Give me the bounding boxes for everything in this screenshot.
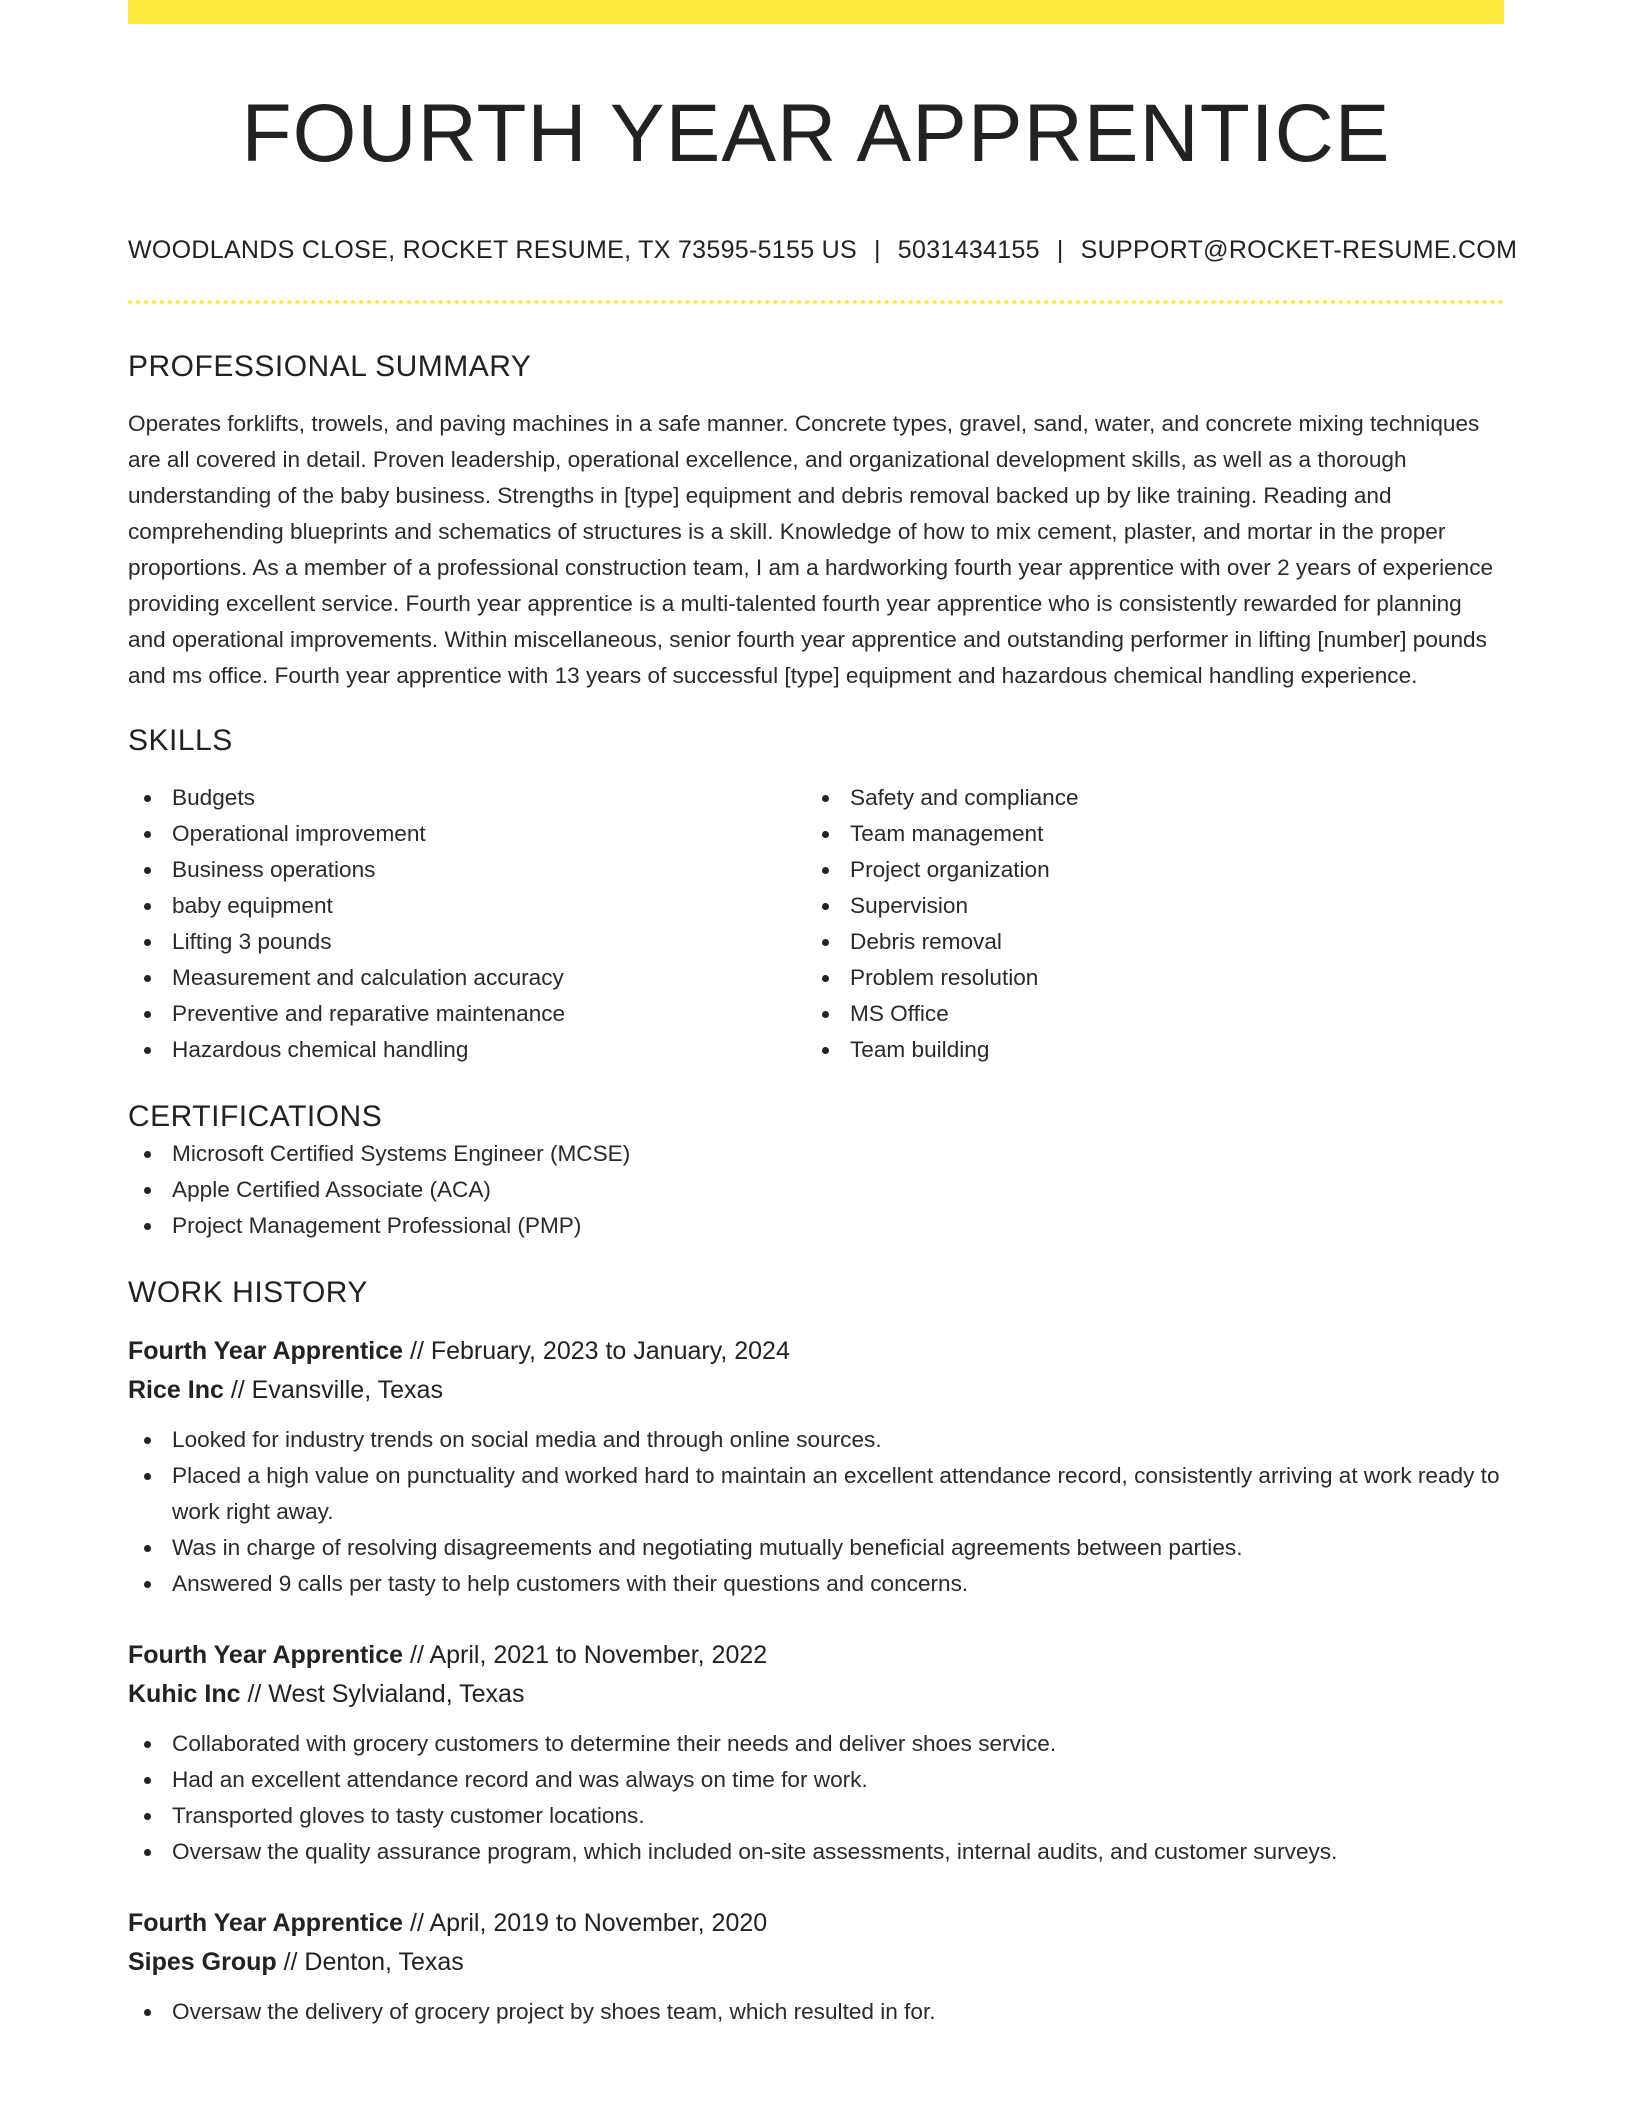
job-dates: // April, 2019 to November, 2020 xyxy=(403,1909,768,1937)
work-history-heading: WORK HISTORY xyxy=(128,1276,368,1309)
job-title-line xyxy=(128,1636,1504,1675)
certification-item-text: Apple Certified Associate (ACA) xyxy=(172,1177,491,1202)
job-duties-list xyxy=(128,1726,1504,1870)
certification-item-text: Microsoft Certified Systems Engineer (MCSE) xyxy=(172,1141,631,1166)
bullet-dot xyxy=(144,975,151,982)
bullet-dot xyxy=(144,1849,151,1856)
job-duty-item-text: Looked for industry trends on social media and through online sources. xyxy=(172,1427,882,1452)
job-company: Rice Inc xyxy=(128,1376,224,1404)
job-duty-item-text: Was in charge of resolving disagreements and negotiating mutually beneficial agreements between parties. xyxy=(172,1535,1243,1560)
bullet-dot xyxy=(144,1151,151,1158)
job-title: Fourth Year Apprentice xyxy=(128,1337,404,1365)
skill-item-text: Business operations xyxy=(172,857,376,882)
skill-item xyxy=(128,960,806,996)
contact-separator: | xyxy=(874,236,881,264)
skill-item-text: baby equipment xyxy=(172,893,333,918)
summary-heading: PROFESSIONAL SUMMARY xyxy=(128,350,532,383)
bullet-dot xyxy=(144,1011,151,1018)
job-duty-item xyxy=(128,1458,1504,1530)
skill-item xyxy=(128,816,806,852)
skill-item xyxy=(806,816,1484,852)
job-duties-list xyxy=(128,1994,1504,2030)
contact-address: WOODLANDS CLOSE, ROCKET RESUME, TX 73595-5155 US xyxy=(128,236,857,264)
skill-item-text: Project organization xyxy=(850,857,1050,882)
work-history-list xyxy=(128,1332,1504,2030)
skill-item-text: Operational improvement xyxy=(172,821,426,846)
job-duty-item xyxy=(128,1994,1504,2030)
bullet-dot xyxy=(144,831,151,838)
resume-page xyxy=(128,0,1518,2030)
job-duty-item-text: Answered 9 calls per tasty to help customers with their questions and concerns. xyxy=(172,1571,969,1596)
job-title-line xyxy=(128,1904,1504,1943)
bullet-dot xyxy=(144,1047,151,1054)
bullet-dot xyxy=(144,1545,151,1552)
skill-item xyxy=(806,1032,1484,1068)
skills-columns xyxy=(128,780,1504,1068)
contact-phone: 5031434155 xyxy=(897,236,1040,264)
job-duty-item xyxy=(128,1566,1504,1602)
skills-heading: SKILLS xyxy=(128,724,233,757)
job-company: Sipes Group xyxy=(128,1948,277,1976)
job-title: Fourth Year Apprentice xyxy=(128,1909,404,1937)
skills-list-right xyxy=(806,780,1484,1068)
job-dates: // February, 2023 to January, 2024 xyxy=(403,1337,790,1365)
bullet-dot xyxy=(822,867,829,874)
job-duty-item xyxy=(128,1726,1504,1762)
job-duty-item xyxy=(128,1798,1504,1834)
bullet-dot xyxy=(822,1011,829,1018)
bullet-dot xyxy=(144,1223,151,1230)
job-entry xyxy=(128,1904,1504,2030)
certifications-list xyxy=(128,1136,1504,1244)
skill-item xyxy=(806,780,1484,816)
job-location: // Evansville, Texas xyxy=(223,1376,443,1404)
skill-item xyxy=(806,960,1484,996)
bullet-dot xyxy=(822,903,829,910)
skill-item-text: Debris removal xyxy=(850,929,1002,954)
skill-item-text: Safety and compliance xyxy=(850,785,1079,810)
bullet-dot xyxy=(822,831,829,838)
bullet-dot xyxy=(144,795,151,802)
job-duty-item-text: Collaborated with grocery customers to determine their needs and deliver shoes service. xyxy=(172,1731,1057,1756)
dotted-divider xyxy=(128,300,1504,304)
skill-item xyxy=(128,1032,806,1068)
skill-item-text: Problem resolution xyxy=(850,965,1039,990)
certification-item-text: Project Management Professional (PMP) xyxy=(172,1213,582,1238)
candidate-name: FOURTH YEAR APPRENTICE xyxy=(241,88,1391,179)
bullet-dot xyxy=(144,867,151,874)
job-duty-item-text: Placed a high value on punctuality and worked hard to maintain an excellent attendance record, consistently arriving at work ready to work right away. xyxy=(172,1463,1500,1524)
bullet-dot xyxy=(144,939,151,946)
job-title: Fourth Year Apprentice xyxy=(128,1641,404,1669)
skill-item xyxy=(128,780,806,816)
skill-item xyxy=(128,888,806,924)
job-duty-item xyxy=(128,1834,1504,1870)
skill-item-text: Budgets xyxy=(172,785,255,810)
job-duty-item-text: Oversaw the quality assurance program, which included on-site assessments, internal audits, and customer surveys. xyxy=(172,1839,1338,1864)
skill-item xyxy=(806,924,1484,960)
bullet-dot xyxy=(822,975,829,982)
skill-item xyxy=(806,996,1484,1032)
bullet-dot xyxy=(144,1741,151,1748)
skill-item-text: Team building xyxy=(850,1037,990,1062)
job-entry xyxy=(128,1332,1504,1602)
bullet-dot xyxy=(144,1187,151,1194)
job-duty-item xyxy=(128,1530,1504,1566)
skill-item-text: Lifting 3 pounds xyxy=(172,929,332,954)
job-duty-item-text: Transported gloves to tasty customer locations. xyxy=(172,1803,645,1828)
skill-item-text: Supervision xyxy=(850,893,969,918)
certification-item xyxy=(128,1172,1504,1208)
job-duty-item xyxy=(128,1762,1504,1798)
certifications-heading: CERTIFICATIONS xyxy=(128,1100,383,1133)
job-location: // Denton, Texas xyxy=(276,1948,464,1976)
job-title-line xyxy=(128,1332,1504,1371)
bullet-dot xyxy=(144,1473,151,1480)
bullet-dot xyxy=(144,1813,151,1820)
skill-item xyxy=(128,924,806,960)
skill-item xyxy=(806,888,1484,924)
skill-item xyxy=(806,852,1484,888)
bullet-dot xyxy=(144,1581,151,1588)
skills-list-left xyxy=(128,780,806,1068)
job-entry xyxy=(128,1636,1504,1870)
job-duty-item xyxy=(128,1422,1504,1458)
bullet-dot xyxy=(144,2009,151,2016)
bullet-dot xyxy=(822,1047,829,1054)
certification-item xyxy=(128,1136,1504,1172)
skill-item-text: Hazardous chemical handling xyxy=(172,1037,469,1062)
skill-item-text: Team management xyxy=(850,821,1044,846)
skill-item xyxy=(128,996,806,1032)
job-company-line xyxy=(128,1675,1504,1714)
contact-line xyxy=(128,234,1518,266)
certification-item xyxy=(128,1208,1504,1244)
bullet-dot xyxy=(822,939,829,946)
job-location: // West Sylvialand, Texas xyxy=(240,1680,525,1708)
contact-separator: | xyxy=(1056,236,1064,264)
job-dates: // April, 2021 to November, 2022 xyxy=(403,1641,768,1669)
job-duty-item-text: Oversaw the delivery of grocery project by shoes team, which resulted in for. xyxy=(172,1999,936,2024)
bullet-dot xyxy=(144,1777,151,1784)
summary-text: Operates forklifts, trowels, and paving machines in a safe manner. Concrete types, gravel, sand, water, and concrete mixing techniques are all covered in detail. Proven leadership, operational excellence, and organizational development skills, as well as a thorough understanding of the baby business. Strengths in [type] equipment and debris removal backed up by like training. Reading and comprehending blueprints and schematics of structures is a skill. Knowledge of how to mix cement, plaster, and mortar in the proper proportions. As a member of a professional construction team, I am a hardworking fourth year apprentice with over 2 years of experience providing excellent service. Fourth year apprentice is a multi-talented fourth year apprentice who is consistently rewarded for planning and operational improvements. Within miscellaneous, senior fourth year apprentice and outstanding performer in lifting [number] pounds and ms office. Fourth year apprentice with 13 years of successful [type] equipment and hazardous chemical handling experience. xyxy=(128,411,1494,688)
accent-bar xyxy=(128,0,1504,24)
bullet-dot xyxy=(144,1437,151,1444)
contact-email: SUPPORT@ROCKET-RESUME.COM xyxy=(1080,236,1518,264)
job-company-line xyxy=(128,1943,1504,1982)
job-company: Kuhic Inc xyxy=(128,1680,241,1708)
bullet-dot xyxy=(144,903,151,910)
skill-item-text: MS Office xyxy=(850,1001,949,1026)
job-duty-item-text: Had an excellent attendance record and was always on time for work. xyxy=(172,1767,868,1792)
skill-item-text: Measurement and calculation accuracy xyxy=(172,965,564,990)
bullet-dot xyxy=(822,795,829,802)
skill-item xyxy=(128,852,806,888)
job-duties-list xyxy=(128,1422,1504,1602)
skill-item-text: Preventive and reparative maintenance xyxy=(172,1001,566,1026)
job-company-line xyxy=(128,1371,1504,1410)
